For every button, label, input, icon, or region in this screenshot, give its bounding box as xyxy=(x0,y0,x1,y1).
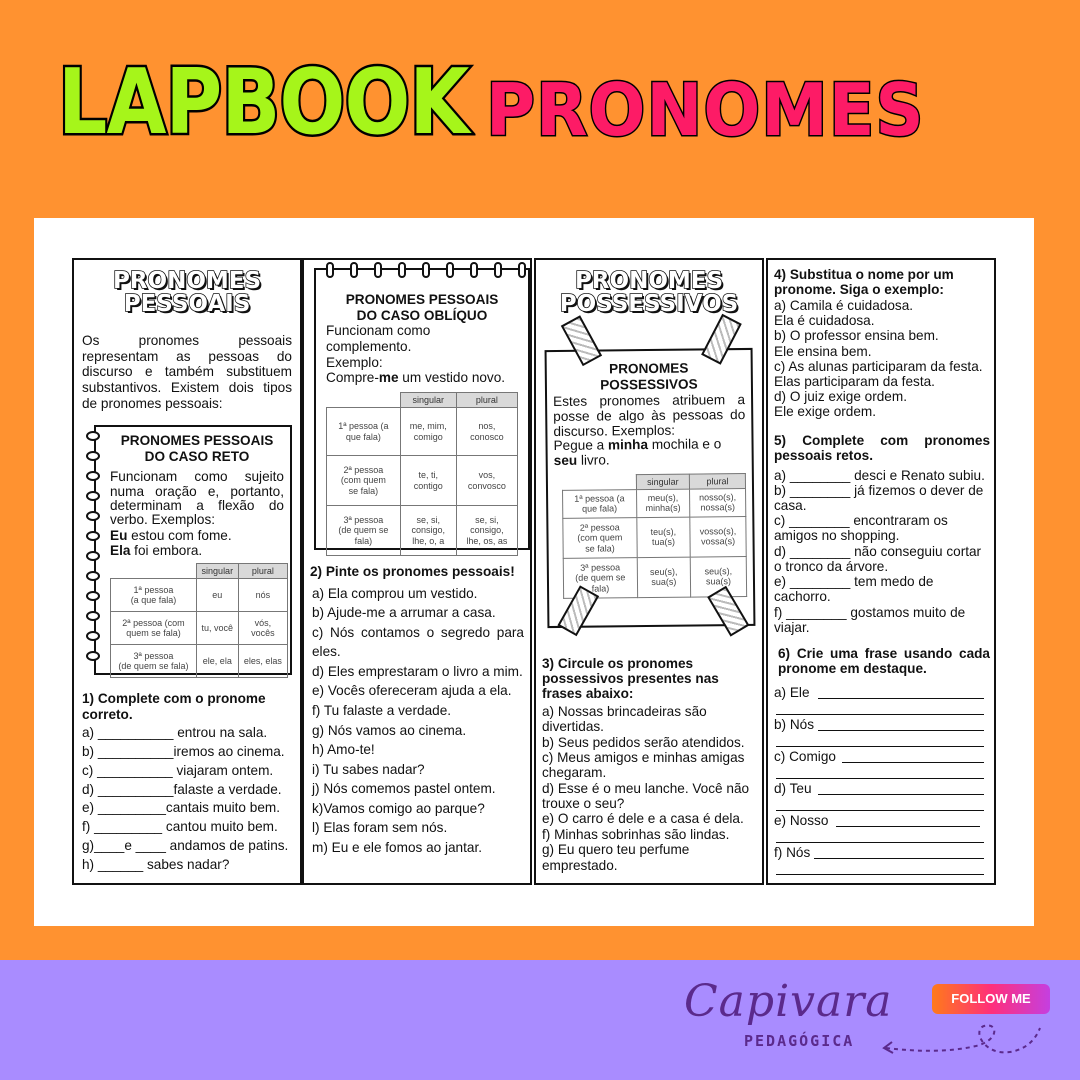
table-cell: nos, conosco xyxy=(456,408,517,456)
list-item: Ele exige ordem. xyxy=(774,404,877,420)
list-item xyxy=(774,813,990,845)
dotted-arrow-icon xyxy=(880,1012,1050,1072)
list-item: l) Elas foram sem nós. xyxy=(312,820,448,836)
box-title xyxy=(326,292,518,323)
heading-line: PRONOMES xyxy=(112,268,262,294)
box-title xyxy=(110,433,284,464)
table-cell: vos, convosco xyxy=(456,456,517,506)
table-cell: ele, ela xyxy=(196,645,238,678)
question-title: 5) Complete com pronomes pessoais retos. xyxy=(774,432,990,463)
answer-line xyxy=(776,831,984,843)
example-mid: mochila e o xyxy=(647,436,722,453)
example-bold: Eu xyxy=(110,527,128,543)
question-title: 2) Pinte os pronomes pessoais! xyxy=(310,564,515,579)
table-cell: nós xyxy=(238,579,287,612)
box-title-line: PRONOMES PESSOAIS xyxy=(120,433,274,449)
example-rest: estou com fome. xyxy=(127,527,232,543)
tape-icon xyxy=(561,315,602,366)
list-item: c) __________ viajaram ontem. xyxy=(82,762,274,778)
list-item: f) Minhas sobrinhas são lindas. xyxy=(542,826,730,842)
list-item: d) Eles emprestaram o livro a mim. xyxy=(312,663,523,679)
table-cell: me, mim, comigo xyxy=(400,408,456,456)
question-list xyxy=(542,704,756,873)
notepad-ring-icon xyxy=(494,262,502,278)
list-item: i) Tu sabes nadar? xyxy=(312,761,425,777)
question-title: 4) Substitua o nome por um pronome. Siga o exemplo: xyxy=(774,267,954,297)
table-cell: 3ª pessoa (de quem se fala) xyxy=(563,558,637,599)
list-item-label: d) Teu xyxy=(774,780,812,796)
list-item: j) Nós comemos pastel ontem. xyxy=(312,781,496,797)
table-cell: se, si, consigo, lhe, os, as xyxy=(456,506,517,556)
list-item: h) ______ sabes nadar? xyxy=(82,856,230,872)
title-lapbook: LAPBOOK xyxy=(58,50,469,155)
list-item: Ele ensina bem. xyxy=(774,343,872,359)
list-item xyxy=(774,685,990,717)
table-row xyxy=(111,612,288,645)
example-bold: minha xyxy=(607,437,649,453)
table-cell: 2ª pessoa (com quem se fala) xyxy=(111,612,197,645)
list-item xyxy=(774,749,990,781)
table-row xyxy=(327,408,518,456)
list-item: h) Amo-te! xyxy=(312,742,375,758)
table-cell: seu(s), sua(s) xyxy=(637,557,691,598)
spiral-ring-icon xyxy=(86,471,100,481)
box-title-line: DO CASO OBLÍQUO xyxy=(356,307,488,323)
example-bold: Ela xyxy=(110,543,131,559)
spiral-ring-icon xyxy=(86,491,100,501)
question-list xyxy=(774,468,990,635)
table-cell: nosso(s), nossa(s) xyxy=(690,489,746,518)
table-cell: 2ª pessoa (com quem se fala) xyxy=(327,456,401,506)
example-line xyxy=(553,437,745,468)
table-row xyxy=(327,506,518,556)
answer-line xyxy=(776,863,984,875)
spiral-notepad xyxy=(314,268,530,550)
heading-line: PESSOAIS xyxy=(123,290,251,317)
question-list xyxy=(310,584,524,858)
table-cell: 1ª pessoa (a que fala) xyxy=(111,579,197,612)
list-item: b) Ajude-me a arrumar a casa. xyxy=(312,605,496,621)
list-item: b) ________ já fizemos o dever de casa. xyxy=(774,482,984,513)
list-item xyxy=(774,845,990,877)
table-corner xyxy=(111,563,197,578)
list-item xyxy=(774,781,990,813)
notepad-ring-icon xyxy=(446,262,454,278)
worksheet xyxy=(34,218,1034,926)
answer-line xyxy=(818,719,984,731)
list-item: b) Seus pedidos serão atendidos. xyxy=(542,734,745,750)
notepad-ring-icon xyxy=(470,262,478,278)
spiral-ring-icon xyxy=(86,551,100,561)
list-item: f) Tu falaste a verdade. xyxy=(312,703,452,718)
brand-subtitle: PEDAGÓGICA xyxy=(744,1032,855,1050)
intro-text: Os pronomes pessoais representam as pessoas do discurso e também substituem substantivos. Existem dois tipos de pronomes pessoais: xyxy=(82,333,292,411)
notepad-ring-icon xyxy=(422,262,430,278)
example-line xyxy=(110,528,284,544)
title-pronomes: PRONOMES xyxy=(486,68,925,152)
list-item xyxy=(774,717,990,749)
example-bold: seu xyxy=(553,452,578,469)
table-cell: 3ª pessoa (de quem se fala) xyxy=(327,506,401,556)
list-item: e) Vocês ofereceram ajuda a ela. xyxy=(312,683,512,699)
list-item-label: b) Nós xyxy=(774,716,815,732)
panel-heading xyxy=(542,270,756,315)
table-cell: eu xyxy=(196,579,238,612)
table-corner xyxy=(562,474,636,490)
list-item: k)Vamos comigo ao parque? xyxy=(312,800,485,816)
heading-line: POSSESSIVOS xyxy=(559,290,739,317)
spiral-ring-icon xyxy=(86,571,100,581)
list-item: c) Nós contamos o segredo para eles. xyxy=(312,624,524,660)
header xyxy=(0,0,1080,210)
answer-line xyxy=(818,687,984,699)
box-text: Estes pronomes atribuem a posse de algo às pessoas do discurso. Exemplos: xyxy=(553,392,746,439)
table-header: plural xyxy=(238,563,287,578)
notepad-ring-icon xyxy=(398,262,406,278)
list-item: e) ________ tem medo de cachorro. xyxy=(774,574,934,605)
example-pre: Compre- xyxy=(326,370,379,386)
list-item: f) ________ gostamos muito de viajar. xyxy=(774,604,966,635)
table-row xyxy=(563,517,746,559)
list-item: f) _________ cantou muito bem. xyxy=(82,819,278,835)
table-header-row xyxy=(327,392,518,407)
table-cell: 3ª pessoa (de quem se fala) xyxy=(111,645,197,678)
list-item: b) O professor ensina bem. xyxy=(774,328,939,344)
list-item: d) Esse é o meu lanche. Você não trouxe o seu? xyxy=(542,780,750,812)
list-item-label: f) Nós xyxy=(774,844,811,860)
table-cell: te, ti, contigo xyxy=(400,456,456,506)
answer-line xyxy=(814,847,984,859)
heading-line: PRONOMES xyxy=(574,268,724,294)
question-title: 6) Crie uma frase usando cada pronome em destaque. xyxy=(778,645,990,676)
spiral-ring-icon xyxy=(86,611,100,621)
box-title-line: PRONOMES xyxy=(609,360,689,377)
answer-line xyxy=(776,703,984,715)
list-item: g)____e ____ andamos de patins. xyxy=(82,837,289,853)
list-item: a) ________ desci e Renato subiu. xyxy=(774,467,985,483)
brand-logo: Capivara xyxy=(684,976,893,1027)
follow-me-button[interactable]: FOLLOW ME xyxy=(932,984,1050,1014)
list-item-label: e) Nosso xyxy=(774,812,829,828)
answer-line xyxy=(842,751,984,763)
question-list xyxy=(774,298,990,420)
table-row xyxy=(111,579,288,612)
list-item-label: c) Comigo xyxy=(774,748,836,764)
box-title-line: POSSESSIVOS xyxy=(600,376,698,393)
list-item: Elas participaram da festa. xyxy=(774,374,935,389)
table-row xyxy=(563,489,746,519)
question-title: 1) Complete com o pronome correto. xyxy=(82,691,266,722)
table-header: plural xyxy=(456,392,517,407)
spiral-binding xyxy=(86,431,106,671)
box-title-line: PRONOMES PESSOAIS xyxy=(345,292,499,307)
spiral-ring-icon xyxy=(86,591,100,601)
table-row xyxy=(327,456,518,506)
list-item: d) ________ não conseguiu cortar o tronco da árvore. xyxy=(774,543,982,574)
table-row xyxy=(111,645,288,678)
pronoun-table xyxy=(562,473,747,599)
example-post: um vestido novo. xyxy=(398,370,506,386)
list-item: c) Meus amigos e minhas amigas chegaram. xyxy=(542,750,745,781)
panel-exercicios xyxy=(766,258,996,885)
panel-heading xyxy=(82,270,292,315)
table-cell: 1ª pessoa (a que fala) xyxy=(327,408,401,456)
table-cell: eles, elas xyxy=(238,645,287,678)
box-title-line: DO CASO RETO xyxy=(144,448,250,464)
list-item: g) Eu quero teu perfume emprestado. xyxy=(542,842,690,873)
example-bold: me xyxy=(378,370,399,386)
panel-pronomes-pessoais xyxy=(72,258,302,885)
notebook-box xyxy=(94,425,292,675)
pronoun-table xyxy=(110,563,288,678)
list-item: a) Camila é cuidadosa. xyxy=(774,297,914,313)
table-header: singular xyxy=(636,474,689,490)
notepad-rings xyxy=(324,262,524,276)
notepad-ring-icon xyxy=(518,262,526,278)
table-cell: seu(s), sua(s) xyxy=(690,557,746,598)
list-item: a) __________ entrou na sala. xyxy=(82,725,268,741)
notepad-ring-icon xyxy=(374,262,382,278)
answer-line xyxy=(776,767,984,779)
table-cell: teu(s), tua(s) xyxy=(637,517,691,558)
spiral-ring-icon xyxy=(86,531,100,541)
list-item: g) Nós vamos ao cinema. xyxy=(312,722,467,738)
answer-line xyxy=(776,735,984,747)
table-header: plural xyxy=(689,473,745,489)
list-item: a) Nossas brincadeiras são divertidas. xyxy=(542,703,707,735)
table-cell: vosso(s), vossa(s) xyxy=(690,517,746,558)
table-header: singular xyxy=(196,563,238,578)
list-item-label: a) Ele xyxy=(774,684,810,700)
table-cell: meu(s), minha(s) xyxy=(636,489,690,518)
question-list xyxy=(774,685,990,877)
panel-caso-obliquo xyxy=(302,258,532,885)
taped-paper xyxy=(545,348,756,628)
table-header-row xyxy=(111,563,288,578)
spiral-ring-icon xyxy=(86,451,100,461)
list-item: e) _________cantais muito bem. xyxy=(82,800,280,816)
list-item: e) O carro é dele e a casa é dela. xyxy=(542,811,744,827)
question-list xyxy=(82,724,292,874)
table-cell: 2ª pessoa (com quem se fala) xyxy=(563,518,637,559)
box-text: Funcionam como complemento. xyxy=(326,323,431,354)
list-item: Ela é cuidadosa. xyxy=(774,313,875,329)
answer-line xyxy=(818,783,984,795)
box-text: Exemplo: xyxy=(326,354,383,370)
table-cell: 1ª pessoa (a que fala) xyxy=(563,490,637,519)
table-cell: se, si, consigo, lhe, o, a xyxy=(400,506,456,556)
table-corner xyxy=(327,392,401,407)
list-item: b) __________iremos ao cinema. xyxy=(82,744,285,760)
list-item: a) Ela comprou um vestido. xyxy=(312,585,478,601)
answer-line xyxy=(776,799,984,811)
spiral-ring-icon xyxy=(86,511,100,521)
notepad-ring-icon xyxy=(326,262,334,278)
table-header: singular xyxy=(400,392,456,407)
table-cell: vós, vocês xyxy=(238,612,287,645)
spiral-ring-icon xyxy=(86,631,100,641)
example-line xyxy=(326,370,518,386)
notepad-ring-icon xyxy=(350,262,358,278)
table-cell: tu, você xyxy=(196,612,238,645)
list-item: m) Eu e ele fomos ao jantar. xyxy=(312,839,483,855)
list-item: c) As alunas participaram da festa. xyxy=(774,358,983,374)
answer-line xyxy=(836,815,980,827)
box-text: Funcionam como sujeito numa oração e, portanto, determinam a flexão do verbo. Exemplos: xyxy=(110,469,284,528)
spiral-ring-icon xyxy=(86,651,100,661)
pronoun-table xyxy=(326,392,518,556)
list-item: d) __________falaste a verdade. xyxy=(82,781,282,797)
list-item: c) ________ encontraram os amigos no shopping. xyxy=(774,513,948,544)
example-rest: foi embora. xyxy=(130,543,203,559)
example-post: livro. xyxy=(577,452,610,468)
question-title: 3) Circule os pronomes possessivos presentes nas frases abaixo: xyxy=(542,656,719,701)
panel-pronomes-possessivos xyxy=(534,258,764,885)
tape-icon xyxy=(701,314,742,365)
spiral-ring-icon xyxy=(86,431,100,441)
list-item: d) O juiz exige ordem. xyxy=(774,389,907,405)
example-pre: Pegue a xyxy=(553,437,609,454)
example-line xyxy=(110,543,284,559)
